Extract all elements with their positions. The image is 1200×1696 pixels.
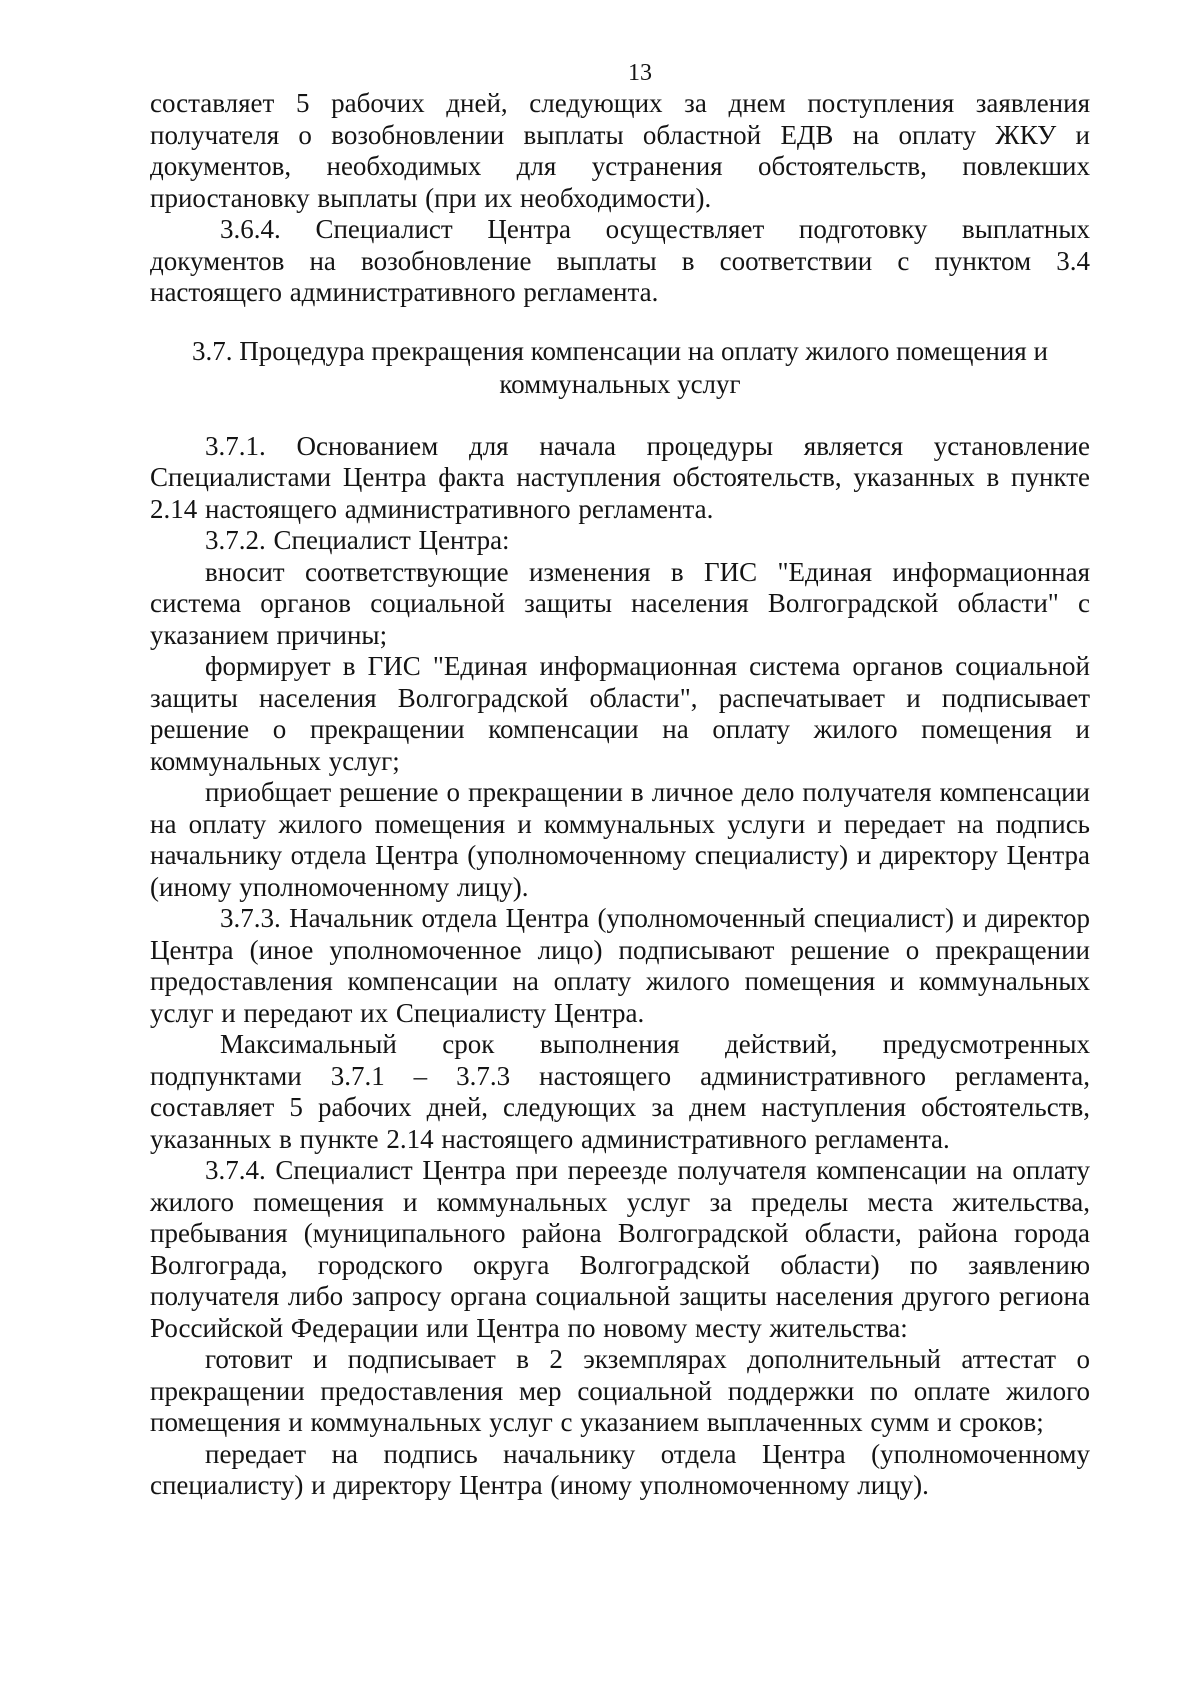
paragraph-forms-decision: формирует в ГИС "Единая информационная система органов социальной защиты населения Волгоградской области", распечатывает и подписывает решение о прекращении компенсации на оплату жилого помещения и коммунальных услуг; [150, 651, 1090, 776]
paragraph-transfers-signature: передает на подпись начальнику отдела Центра (уполномоченному специалисту) и директору Центра (иному уполномоченному лицу). [150, 1438, 1090, 1500]
paragraph-3-7-3: 3.7.3. Начальник отдела Центра (уполномоченный специалист) и директор Центра (иное уполномоченное лицо) подписывают решение о прекращении предоставления компенсации на оплату жилого помещения и коммунальных услуг и передают их Специалисту Центра. [150, 903, 1090, 1028]
paragraph-enters-changes: вносит соответствующие изменения в ГИС "Единая информационная система органов социальной защиты населения Волгоградской области" с указанием причины; [150, 556, 1090, 650]
paragraph-continuation: составляет 5 рабочих дней, следующих за днем поступления заявления получателя о возобновлении выплаты областной ЕДВ на оплату ЖКУ и документов, необходимых для устранения обстоятельств, повлекших приостановку выплаты (при их необходимости). [150, 88, 1090, 213]
paragraph-prepares-attestat: готовит и подписывает в 2 экземплярах дополнительный аттестат о прекращении предоставления мер социальной поддержки по оплате жилого помещения и коммунальных услуг с указанием выплаченных сумм и сроков; [150, 1344, 1090, 1437]
paragraph-3-7-4: 3.7.4. Специалист Центра при переезде получателя компенсации на оплату жилого помещения и коммунальных услуг за пределы места жительства, пребывания (муниципального района Волгоградской области, района города Волгограда, городского округа Волгоградской области) по заявлению получателя либо запросу органа социальной защиты населения другого региона Российской Федерации или Центра по новому месту жительства: [150, 1155, 1090, 1343]
section-heading-3-7: 3.7. Процедура прекращения компенсации на оплату жилого помещения и коммунальных услуг [192, 335, 1048, 399]
page-number: 13 [628, 60, 652, 86]
document-page [150, 60, 1090, 1502]
paragraph-3-7-1: 3.7.1. Основанием для начала процедуры является установление Специалистами Центра факта наступления обстоятельств, указанных в пункте 2.14 настоящего административного регламента. [150, 430, 1090, 524]
paragraph-attaches-decision: приобщает решение о прекращении в личное дело получателя компенсации на оплату жилого помещения и коммунальных услуги и передает на подпись начальнику отдела Центра (уполномоченному специалисту) и директору Центра (иному уполномоченному лицу). [150, 777, 1090, 902]
paragraph-max-term: Максимальный срок выполнения действий, предусмотренных подпунктами 3.7.1 – 3.7.3 настоящего административного регламента, составляет 5 рабочих дней, следующих за днем наступления обстоятельств, указанных в пункте 2.14 настоящего административного регламента. [150, 1029, 1090, 1154]
paragraph-3-6-4: 3.6.4. Специалист Центра осуществляет подготовку выплатных документов на возобновление выплаты в соответствии с пунктом 3.4 настоящего административного регламента. [150, 214, 1090, 307]
paragraph-3-7-2: 3.7.2. Специалист Центра: [205, 525, 510, 555]
